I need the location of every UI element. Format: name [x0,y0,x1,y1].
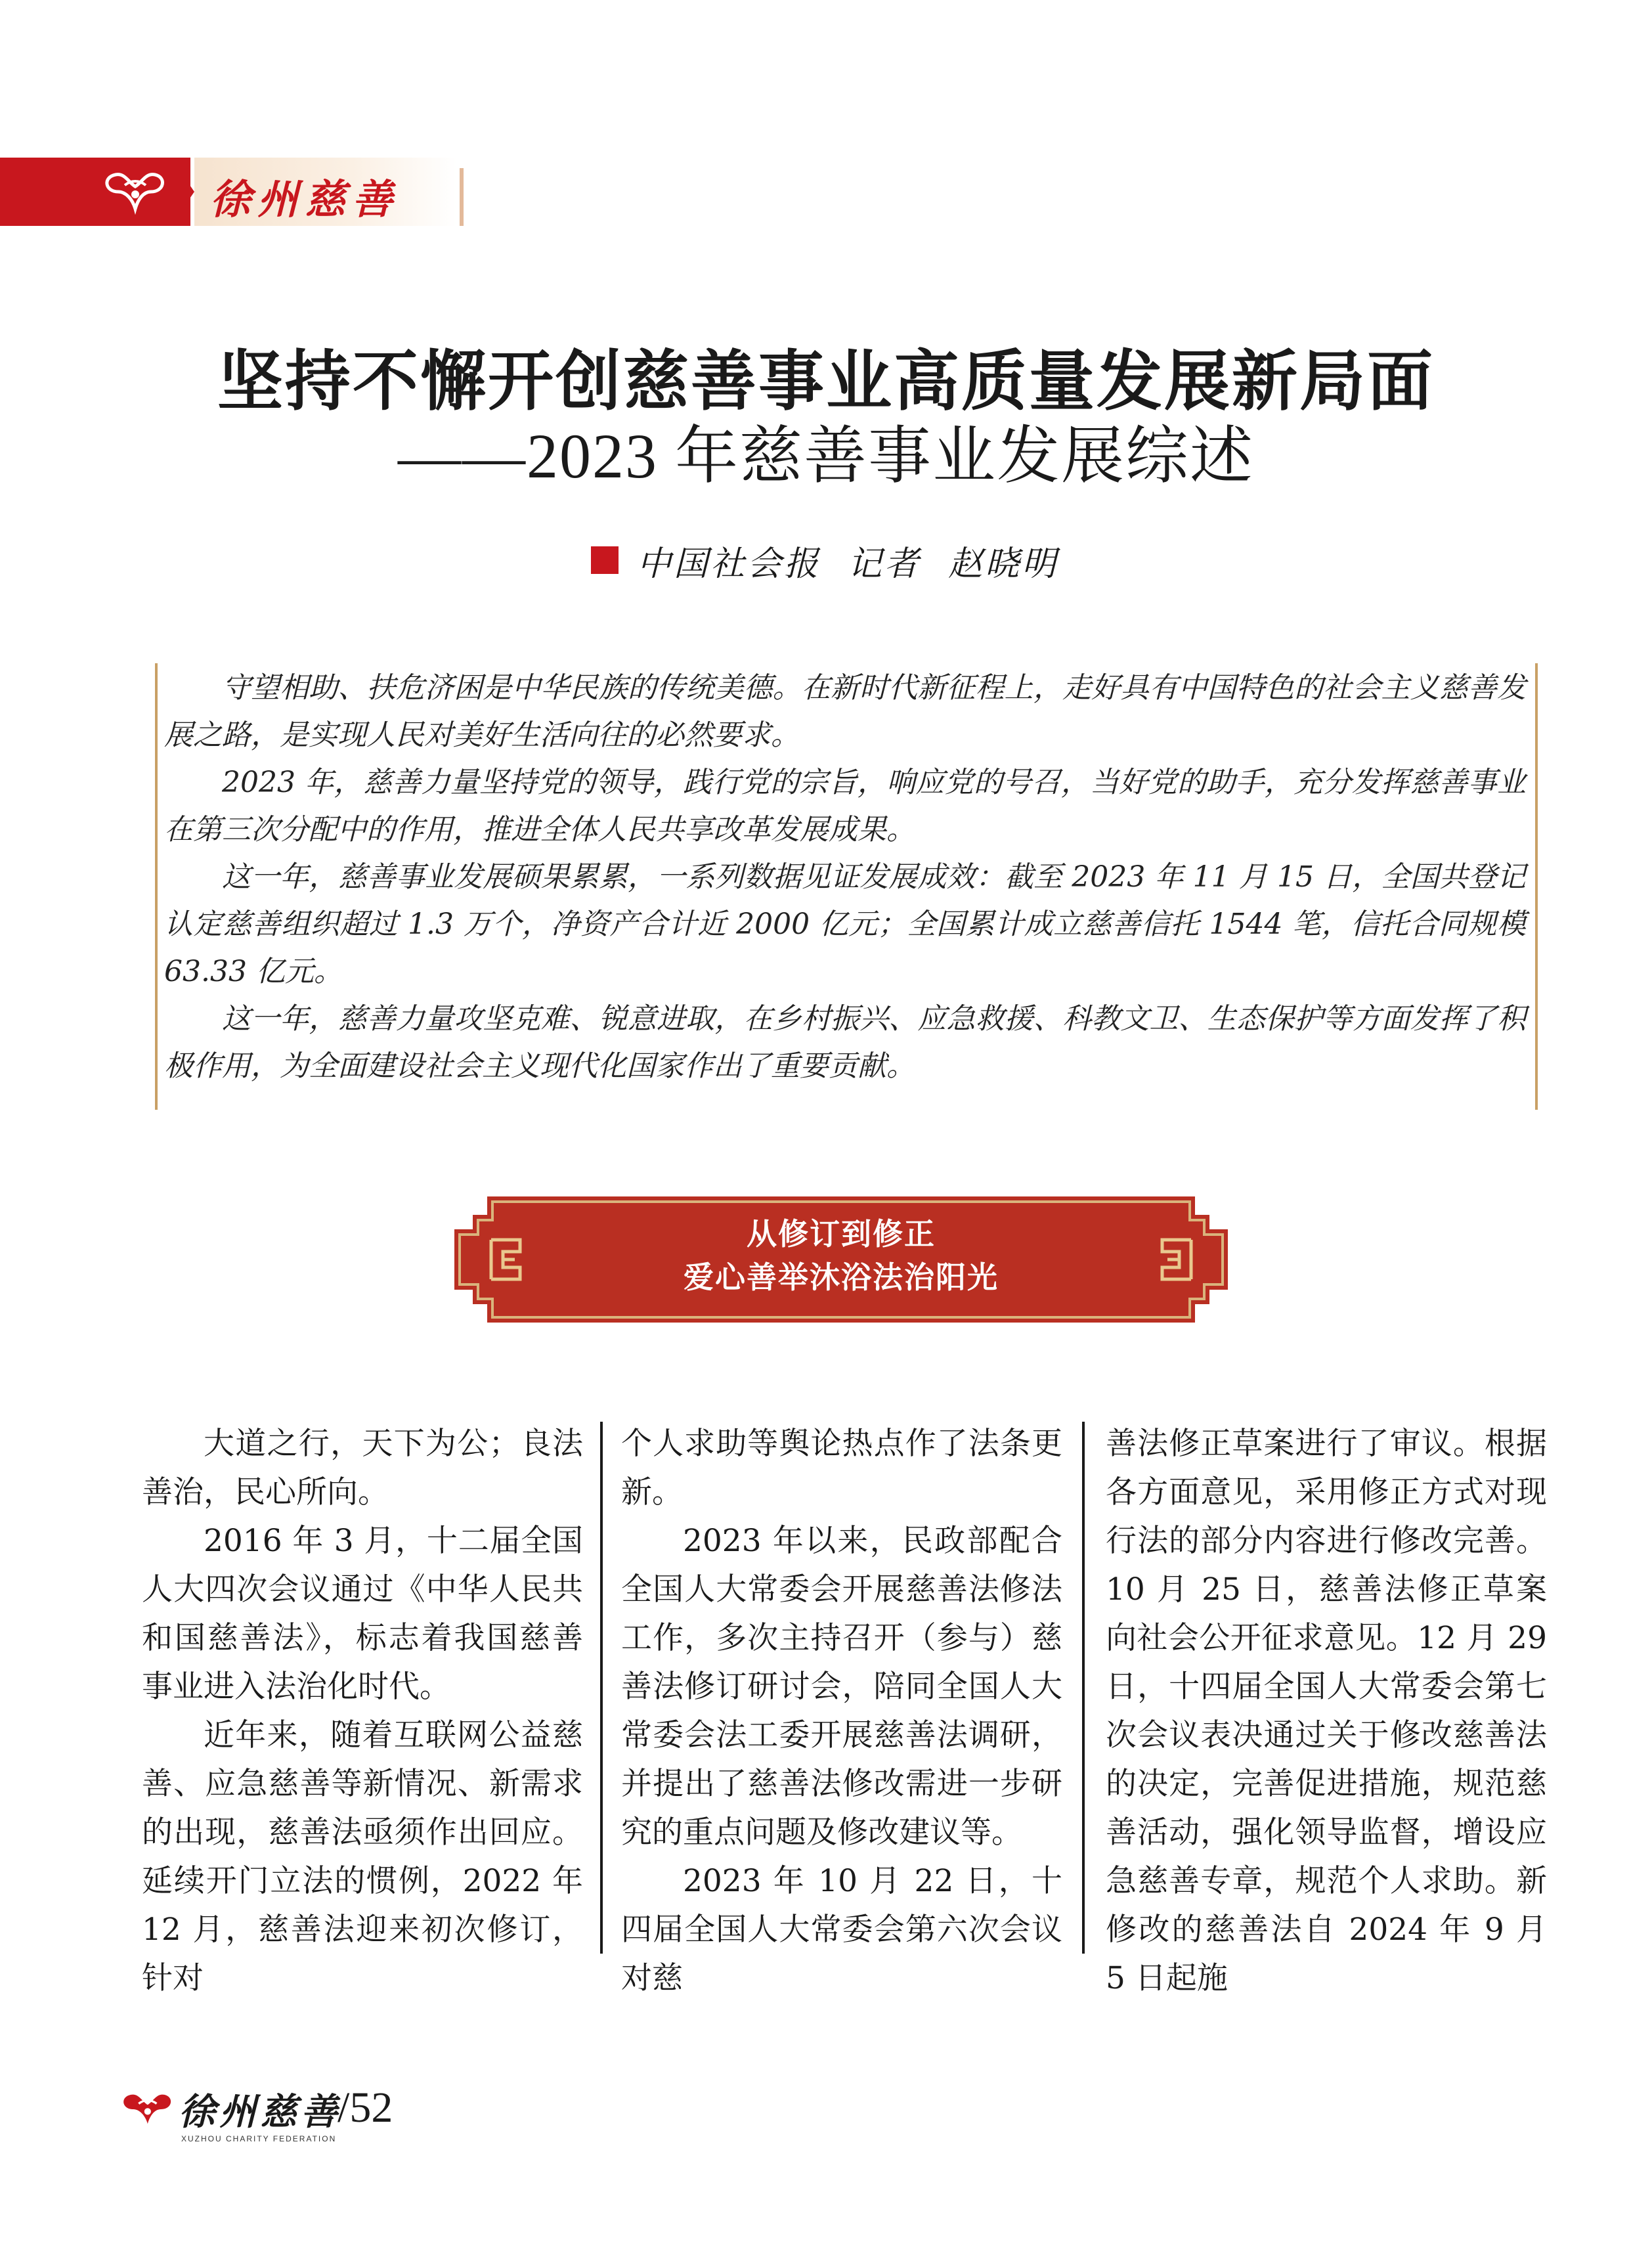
page-number: /52 [337,2084,393,2132]
column-paragraph: 2023 年以来，民政部配合全国人大常委会开展慈善法修法工作，多次主持召开（参与）慈善法修订研讨会，陪同全国人大常委会法工委开展慈善法调研，并提出了慈善法修改需进一步研究的重点问题及修改建议等。 [621,1523,1062,1851]
section-title-line1: 从修订到修正 [747,1216,936,1252]
footer-english-name: XUZHOU CHARITY FEDERATION [181,2134,337,2143]
column-paragraph: 2016 年 3 月，十二届全国人大四次会议通过《中华人民共和国慈善法》，标志着我国慈善事业进入法治化时代。 [142,1523,583,1705]
section-title-line2: 爱心善举沐浴法治阳光 [684,1260,999,1295]
column-1 [142,1420,583,2003]
column-3 [1106,1420,1547,2003]
article-subtitle: ——2023 年慈善事业发展综述 [398,421,1254,491]
header-arrow [171,158,194,226]
column-divider [1082,1422,1085,1954]
magazine-title: 徐州慈善 [210,175,400,223]
xuzhou-charity-logo-icon [98,165,171,218]
byline-square-icon [591,546,619,574]
byline-text: 中国社会报 记者 赵晓明 [637,544,1059,584]
header-divider [460,168,464,226]
byline [591,537,1058,583]
intro-paragraph: 这一年，慈善力量攻坚克难、锐意进取，在乡村振兴、应急救援、科教文卫、生态保护等方面发挥了积极作用，为全面建设社会主义现代化国家作出了重要贡献。 [164,1002,1526,1083]
section-title [454,1212,1228,1299]
intro-paragraph: 2023 年，慈善力量坚持党的领导，践行党的宗旨，响应党的号召，当好党的助手，充分发挥慈善事业在第三次分配中的作用，推进全体人民共享改革发展成果。 [164,766,1526,846]
intro-paragraph: 这一年，慈善事业发展硕果累累，一系列数据见证发展成效：截至 2023 年 11 月 15 日，全国共登记认定慈善组织超过 1.3 万个，净资产合计近 2000 亿元；全国累计成立慈善信托 1544 笔，信托合同规模 63.33 亿元。 [164,860,1526,988]
intro-box [164,665,1526,1090]
intro-border-left [155,663,158,1110]
column-paragraph: 个人求助等舆论热点作了法条更新。 [621,1426,1062,1510]
column-2 [621,1420,1062,2003]
footer-logo-icon [116,2087,179,2132]
column-paragraph: 大道之行，天下为公；良法善治，民心所向。 [142,1426,583,1510]
footer-magazine-title: 徐州慈善 [179,2090,341,2134]
intro-paragraph: 守望相助、扶危济困是中华民族的传统美德。在新时代新征程上，走好具有中国特色的社会主义慈善发展之路，是实现人民对美好生活向往的必然要求。 [164,671,1526,752]
column-paragraph: 善法修正草案进行了审议。根据各方面意见，采用修正方式对现行法的部分内容进行修改完善。10 月 25 日，慈善法修正草案向社会公开征求意见。12 月 29 日，十四届全国人大常委会第七次会议表决通过关于修改慈善法的决定，完善促进措施，规范慈善活动，强化领导监督，增设应急慈善专章，规范个人求助。新修改的慈善法自 2024 年 9 月 5 日起施 [1106,1426,1547,1996]
intro-border-right [1535,663,1538,1110]
article-title: 坚持不懈开创慈善事业高质量发展新局面 [217,343,1435,420]
column-divider [600,1422,603,1954]
column-paragraph: 近年来，随着互联网公益慈善、应急慈善等新情况、新需求的出现，慈善法亟须作出回应。延续开门立法的惯例，2022 年 12 月，慈善法迎来初次修订，针对 [142,1717,583,1996]
column-paragraph: 2023 年 10 月 22 日，十四届全国人大常委会第六次会议对慈 [621,1863,1062,1996]
